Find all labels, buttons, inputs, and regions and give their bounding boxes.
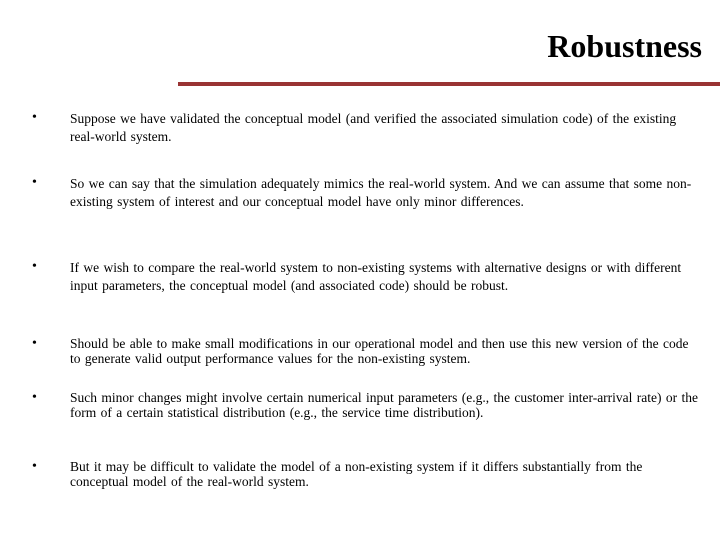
bullet-text: But it may be difficult to validate the model of a non-existing system if it differs substantially from the conceptual model of the real-world system. — [70, 459, 643, 489]
bullet-text: Such minor changes might involve certain numerical input parameters (e.g., the customer inter-arrival rate) or the form of a certain statistical distribution (e.g., the service time distribution). — [70, 390, 699, 420]
bullet-text: Should be able to make small modifications in our operational model and then use this new version of the code to generate valid output performance values for the non-existing system. — [70, 336, 689, 366]
bullet-marker: • — [32, 390, 37, 405]
bullet-marker: • — [32, 110, 37, 125]
bullet-marker: • — [32, 175, 37, 190]
title-underline — [178, 82, 720, 86]
bullet-marker: • — [32, 336, 37, 351]
bullet-text: So we can say that the simulation adequately mimics the real-world system. And we can assume that some non-existing system of interest and our conceptual model have only minor differences. — [70, 176, 692, 209]
bullet-marker: • — [32, 259, 37, 274]
slide-title: Robustness — [547, 28, 702, 64]
bullet-marker: • — [32, 459, 37, 474]
bullet-text: Suppose we have validated the conceptual model (and verified the associated simulation code) of the existing real-world system. — [70, 111, 677, 144]
bullet-text: If we wish to compare the real-world system to non-existing systems with alternative designs or with different input parameters, the conceptual model (and associated code) should be robust. — [70, 260, 682, 293]
